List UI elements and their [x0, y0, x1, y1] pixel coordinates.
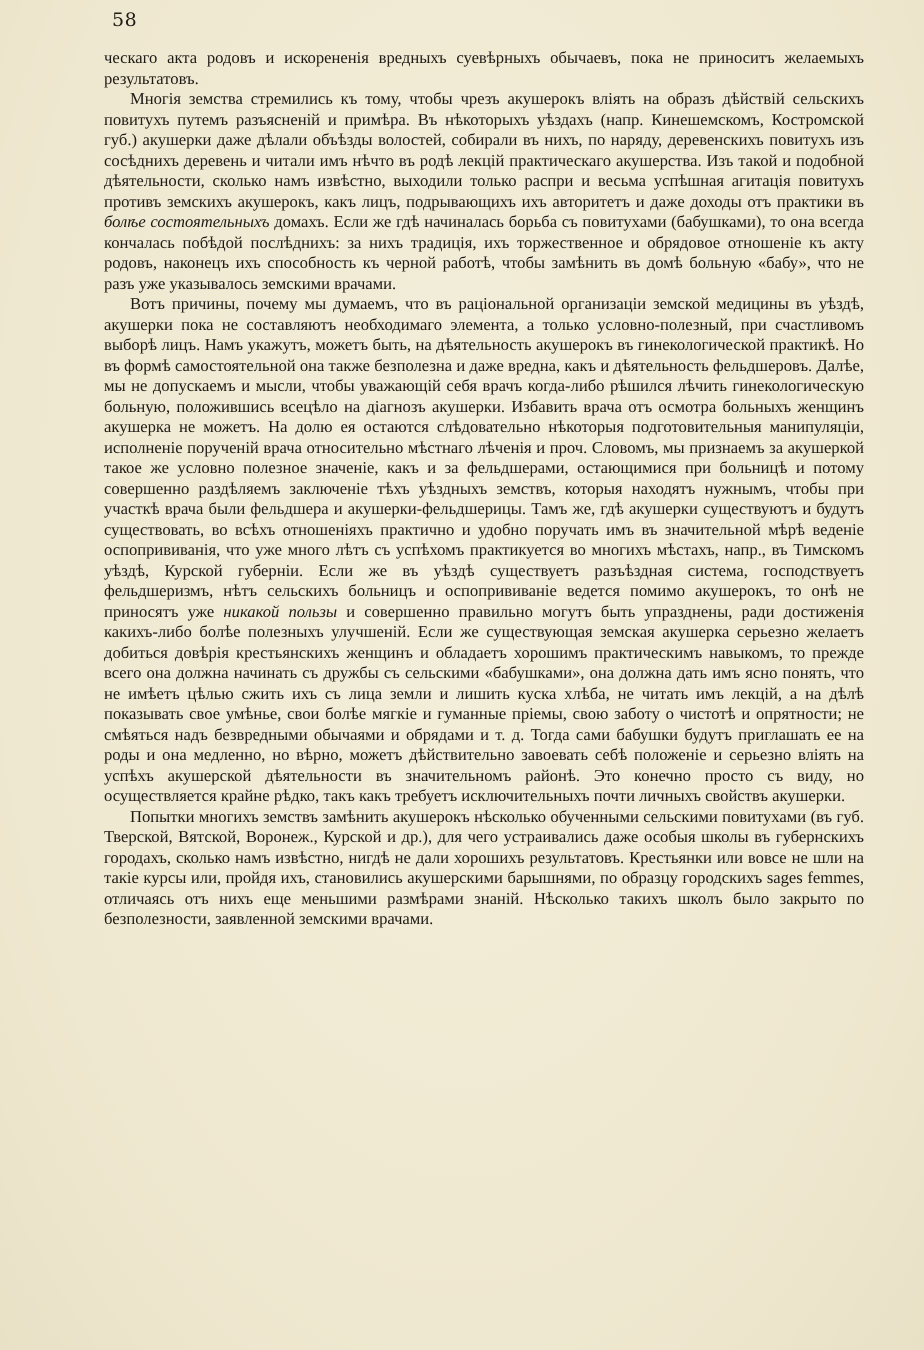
body-text [104, 48, 864, 930]
paragraph [104, 807, 864, 930]
italic-text-run: болѣе состоятельныхъ [104, 212, 270, 231]
text-run: Попытки многихъ земствъ замѣнить акушерокъ нѣсколько обученными сельскими повитухами (въ губ. Тверской, Вятской, Воронеж., Курской и др.), для чего устраивались даже особыя школы въ губернскихъ городахъ, сколько намъ извѣстно, нигдѣ не дали хорошихъ результатовъ. Крестьянки или вовсе не шли на такіе курсы или, пройдя ихъ, становились акушерскими барышнями, по образцу городскихъ sages femmes, отличаясь отъ нихъ еще меньшими размѣрами знаній. Нѣсколько такихъ школъ было закрыто по безполезности, заявленной земскими врачами. [104, 806, 864, 928]
paragraph [104, 48, 864, 89]
paragraph [104, 294, 864, 807]
text-run: Многія земства стремились къ тому, чтобы чрезъ акушерокъ вліять на образъ дѣйствій сельскихъ повитухъ путемъ разъясненій и примѣра. Въ нѣкоторыхъ уѣздахъ (напр. Кинешемскомъ, Костромской губ.) акушерки даже дѣлали объѣзды волостей, собирали въ нихъ, по наряду, деревенскихъ повитухъ изъ сосѣднихъ деревень и читали имъ нѣчто въ родѣ лекцій практическаго акушерства. Изъ такой и подобной дѣятельности, сколько намъ извѣстно, выходили только распри и весьма успѣшная агитація повитухъ противъ земскихъ акушерокъ, какъ лицъ, подрывающихъ ихъ авторитетъ и даже доходы отъ практики въ [104, 89, 864, 211]
italic-text-run: никакой пользы [223, 601, 338, 621]
page-number: 58 [112, 9, 138, 31]
text-run: и совершенно правильно могутъ быть упразднены, ради достиженія какихъ-либо болѣе полезныхъ улучшеній. Если же существующая земская акушерка серьезно желаетъ добиться довѣрія крестьянскихъ женщинъ и обладаетъ хорошимъ практическимъ навыкомъ, то прежде всего она должна начинать съ дружбы съ сельскими «бабушками», она должна дать имъ ясно понять, что не имѣетъ цѣлью сжить ихъ съ лица земли и лишить куска хлѣба, не читать имъ лекцій, а на дѣлѣ показывать свое умѣнье, свои болѣе мягкіе и гуманные пріемы, свою заботу о чистотѣ и опрятности; не смѣяться надъ безвредными обычаями и обрядами и т. д. Тогда сами бабушки будутъ приглашать ее на роды и она медленно, но вѣрно, можетъ дѣйствительно завоевать себѣ положеніе и серьезно вліять на успѣхъ акушерской дѣятельности въ значительномъ районѣ. Это конечно просто съ виду, но осуществляется крайне рѣдко, такъ какъ требуетъ исключительныхъ почти личныхъ свойствъ акушерки. [104, 601, 864, 805]
text-run: ческаго акта родовъ и искорененія вредныхъ суевѣрныхъ обычаевъ, пока не приноситъ желаемыхъ результатовъ. [104, 48, 864, 88]
text-run: Вотъ причины, почему мы думаемъ, что въ раціональной организаціи земской медицины въ уѣздѣ, акушерки пока не составляютъ необходимаго элемента, а только условно-полезный, при счастливомъ выборѣ лицъ. Намъ укажутъ, можетъ быть, на дѣятельность акушерокъ въ гинекологической практикѣ. Но въ формѣ самостоятельной она также безполезна и даже вредна, какъ и дѣятельность фельдшеровъ. Далѣе, мы не допускаемъ и мысли, чтобы уважающій себя врачъ когда-либо рѣшился лѣчить гинекологическую больную, положившись всецѣло на діагнозъ акушерки. Избавить врача отъ осмотра больныхъ женщинъ акушерка не можетъ. На долю ея остаются слѣдовательно нѣкоторыя подготовительныя манипуляціи, исполненіе порученій врача относительно мѣстнаго лѣченія и проч. Словомъ, мы признаемъ за акушеркой такое же условно полезное значеніе, какъ и за фельдшерами, остающимися при больницѣ и потому совершенно раздѣляемъ заключеніе тѣхъ уѣздныхъ земствъ, которыя находятъ нужнымъ, чтобы при участкѣ врача были фельдшера и акушерки-фельдшерицы. Тамъ же, гдѣ акушерки существуютъ и будутъ существовать, во всѣхъ отношеніяхъ практично и удобно поручать имъ въ значительной мѣрѣ веденіе оспопрививанія, что уже много лѣтъ съ успѣхомъ практикуется во многихъ мѣстахъ, напр., въ Тимскомъ уѣздѣ, Курской губерніи. Если же въ уѣздѣ существуетъ разъѣздная система, господствуетъ фельдшеризмъ, нѣтъ сельскихъ больницъ и оспопрививаніе ведется помимо акушерокъ, то онѣ не приносятъ уже [104, 294, 864, 621]
paragraph [104, 89, 864, 294]
text-run: домахъ. Если же гдѣ начиналась борьба съ повитухами (бабушками), то она всегда кончалась побѣдой послѣднихъ: за нихъ традиція, ихъ торжественное и обрядовое отношеніе къ акту родовъ, наконецъ ихъ способность къ черной работѣ, чтобы замѣнить въ домѣ больную «бабу», что не разъ уже указывалось земскими врачами. [104, 212, 864, 293]
